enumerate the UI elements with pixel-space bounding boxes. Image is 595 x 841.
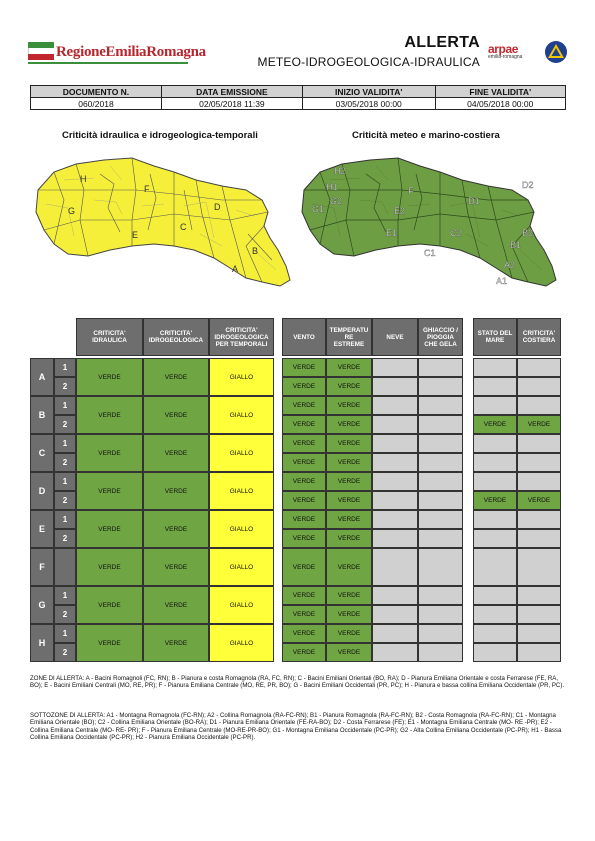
zone-b-idrogeologica: VERDE [143, 396, 209, 434]
zone-f-costiera-1 [517, 548, 561, 586]
doc-number-value: 060/2018 [31, 98, 162, 110]
zone-f-ghiaccio-1 [418, 548, 463, 586]
zone-c-ghiaccio-2 [418, 453, 463, 472]
alert-zones-note: ZONE DI ALLERTA: A - Bacini Romagnoli (FC, RN); B - Pianura e costa Romagnola (RA, FC, RN); C - Bacini Emiliani Orientali (BO, RA); D - Pianura Emiliana Orientale e costa Ferrarese (FE, RA, BO); E - Bacini Emiliani Centrali (MO, RE, PR); F - Pianura Emiliana Centrale (MO, RE, PR, BO); G - Bacini Emiliani Occidentali (PR, PC); H - Pianura e bassa collina Emiliana Occidentale (PR, PC). [30, 675, 565, 690]
zone-d-temporali: GIALLO [209, 472, 274, 510]
zone-d-temperature-1: VERDE [326, 472, 372, 491]
zone-b-ghiaccio-1 [418, 396, 463, 415]
zone-c-costiera-2 [517, 453, 561, 472]
zone-a-idraulica: VERDE [76, 358, 143, 396]
map-label-d: D [214, 202, 221, 212]
zone-g-costiera-1 [517, 586, 561, 605]
zone-h-costiera-1 [517, 624, 561, 643]
zone-b-temporali: GIALLO [209, 396, 274, 434]
map-label-a: A [232, 264, 239, 274]
zone-f-neve-1 [372, 548, 418, 586]
validity-end-value: 04/05/2018 00:00 [435, 98, 565, 110]
zone-e-vento-1: VERDE [282, 510, 326, 529]
map-label-d1: D1 [468, 196, 480, 206]
zone-g-stato-mare-1 [473, 586, 517, 605]
zone-a-stato-mare-1 [473, 358, 517, 377]
zone-h-idrogeologica: VERDE [143, 624, 209, 662]
zone-h-neve-1 [372, 624, 418, 643]
zone-e-sub-1: 1 [54, 510, 76, 529]
zone-a-sub-2: 2 [54, 377, 76, 396]
page-title: ALLERTA [404, 34, 480, 51]
zone-c-label: C [30, 434, 54, 472]
zone-f-sub-none [54, 548, 76, 586]
map-label-h: H [80, 174, 87, 184]
zone-c-neve-2 [372, 453, 418, 472]
zone-a-sub-1: 1 [54, 358, 76, 377]
map-label-e2: E2 [394, 206, 406, 216]
zone-h-idraulica: VERDE [76, 624, 143, 662]
header-neve: NEVE [372, 318, 418, 356]
zone-g-neve-2 [372, 605, 418, 624]
map-label-f: F [144, 184, 150, 194]
zone-d-vento-1: VERDE [282, 472, 326, 491]
zone-a-temperature-2: VERDE [326, 377, 372, 396]
zone-d-idrogeologica: VERDE [143, 472, 209, 510]
zone-b-vento-2: VERDE [282, 415, 326, 434]
zone-b-temperature-1: VERDE [326, 396, 372, 415]
zone-a-costiera-1 [517, 358, 561, 377]
zone-h-sub-1: 1 [54, 624, 76, 643]
zone-h-sub-2: 2 [54, 643, 76, 662]
header-ghiaccio: GHIACCIO / PIOGGIA CHE GELA [418, 318, 463, 356]
zone-b-idraulica: VERDE [76, 396, 143, 434]
zone-g-temperature-1: VERDE [326, 586, 372, 605]
zone-d-stato-mare-2: VERDE [473, 491, 517, 510]
zone-d-neve-1 [372, 472, 418, 491]
zone-c-temperature-1: VERDE [326, 434, 372, 453]
arpae-logo [488, 42, 538, 68]
zone-h-stato-mare-1 [473, 624, 517, 643]
zone-c-idraulica: VERDE [76, 434, 143, 472]
zone-f-temperature-1: VERDE [326, 548, 372, 586]
zone-e-ghiaccio-2 [418, 529, 463, 548]
zone-b-ghiaccio-2 [418, 415, 463, 434]
zone-h-temperature-1: VERDE [326, 624, 372, 643]
zone-c-sub-2: 2 [54, 453, 76, 472]
map-label-c2: C2 [450, 228, 462, 238]
alert-subzones-note: SOTTOZONE DI ALLERTA: A1 - Montagna Romagnola (FC-RN); A2 - Collina Romagnola (RA-FC-RN); B1 - Pianura Romagnola (RA-FC-RN); B2 - Costa Romagnola (RA-FC-RN); C1 - Montagna Emiliana Orientale (BO); C2 - Collina Emiliana Orientale (BO-RA); D1 - Pianura Emiliana Orientale (FE-RA-BO); D2 - Costa Ferrarese (FE); E1 - Montagna Emiliana Centrale (MO- RE -PR); E2 - Collina Emiliana Centrale (MO- RE- PR); F - Pianura Emiliana Centrale (MO-RE-PR-BO); G1 - Montagna Emiliana Occidentale (PC-PR); G2 - Alta Collina Emiliana Occidentale (PC-PR); H1 - Bassa Collina Emiliana Occidentale (PC-PR); H2 - Pianura Emiliana Occidentale (PC-PR). [30, 712, 562, 742]
zone-b-costiera-1 [517, 396, 561, 415]
regione-emilia-romagna-logo [28, 42, 206, 64]
map-label-b1: B1 [510, 240, 522, 250]
zone-c-neve-1 [372, 434, 418, 453]
map-label-e: E [132, 230, 139, 240]
hydraulic-criticality-map [24, 150, 304, 295]
zone-d-vento-2: VERDE [282, 491, 326, 510]
zone-b-sub-2: 2 [54, 415, 76, 434]
header-idraulica: CRITICITA' IDRAULICA [76, 318, 143, 356]
zone-e-neve-2 [372, 529, 418, 548]
zone-c-vento-2: VERDE [282, 453, 326, 472]
map-label-b: B [252, 246, 259, 256]
map-label-b2: B2 [522, 228, 534, 238]
validity-start-header: INIZIO VALIDITA' [302, 86, 435, 98]
zone-g-costiera-2 [517, 605, 561, 624]
zone-a-idrogeologica: VERDE [143, 358, 209, 396]
title-block [258, 34, 481, 69]
zone-g-ghiaccio-2 [418, 605, 463, 624]
header-stato-mare: STATO DEL MARE [473, 318, 517, 356]
zone-g-ghiaccio-1 [418, 586, 463, 605]
zone-h-ghiaccio-1 [418, 624, 463, 643]
zone-e-neve-1 [372, 510, 418, 529]
zone-a-temperature-1: VERDE [326, 358, 372, 377]
zone-g-idraulica: VERDE [76, 586, 143, 624]
zone-d-label: D [30, 472, 54, 510]
zone-h-vento-2: VERDE [282, 643, 326, 662]
zone-g-vento-1: VERDE [282, 586, 326, 605]
zone-h-label: H [30, 624, 54, 662]
zone-b-neve-2 [372, 415, 418, 434]
zone-g-temperature-2: VERDE [326, 605, 372, 624]
zone-g-sub-1: 1 [54, 586, 76, 605]
zone-e-idrogeologica: VERDE [143, 510, 209, 548]
header-vento: VENTO [282, 318, 326, 356]
document-info-table [30, 85, 566, 110]
zone-h-vento-1: VERDE [282, 624, 326, 643]
zone-c-temporali: GIALLO [209, 434, 274, 472]
document-info-values-row [31, 98, 566, 110]
map-label-a2: A2 [504, 260, 516, 270]
zone-e-costiera-1 [517, 510, 561, 529]
zone-a-vento-1: VERDE [282, 358, 326, 377]
zone-d-neve-2 [372, 491, 418, 510]
zone-a-label: A [30, 358, 54, 396]
zone-g-sub-2: 2 [54, 605, 76, 624]
zone-c-idrogeologica: VERDE [143, 434, 209, 472]
zone-b-stato-mare-1 [473, 396, 517, 415]
zone-b-neve-1 [372, 396, 418, 415]
zone-c-temperature-2: VERDE [326, 453, 372, 472]
zone-e-costiera-2 [517, 529, 561, 548]
map-label-f: F [408, 186, 414, 196]
zone-c-stato-mare-2 [473, 453, 517, 472]
zone-b-label: B [30, 396, 54, 434]
zone-a-ghiaccio-2 [418, 377, 463, 396]
map-label-g1: G1 [312, 204, 325, 214]
zone-d-stato-mare-1 [473, 472, 517, 491]
zone-d-costiera-2: VERDE [517, 491, 561, 510]
zone-d-ghiaccio-1 [418, 472, 463, 491]
zone-d-temperature-2: VERDE [326, 491, 372, 510]
zone-e-vento-2: VERDE [282, 529, 326, 548]
zone-a-stato-mare-2 [473, 377, 517, 396]
left-map-title: Criticità idraulica e idrogeologica-temporali [62, 130, 258, 141]
zone-d-idraulica: VERDE [76, 472, 143, 510]
page-subtitle: METEO-IDROGEOLOGICA-IDRAULICA [257, 55, 480, 69]
zone-d-ghiaccio-2 [418, 491, 463, 510]
zone-g-temporali: GIALLO [209, 586, 274, 624]
zone-e-idraulica: VERDE [76, 510, 143, 548]
zone-e-stato-mare-2 [473, 529, 517, 548]
zone-e-ghiaccio-1 [418, 510, 463, 529]
zone-h-neve-2 [372, 643, 418, 662]
document-header [28, 30, 568, 78]
zone-e-sub-2: 2 [54, 529, 76, 548]
zone-g-idrogeologica: VERDE [143, 586, 209, 624]
map-label-g: G [68, 206, 76, 216]
zone-a-neve-1 [372, 358, 418, 377]
protezione-civile-seal-icon [544, 40, 568, 64]
validity-end-header: FINE VALIDITA' [435, 86, 565, 98]
arpae-logo-subtext: emilia-romagna [488, 54, 523, 60]
map-label-g2: G2 [330, 196, 343, 206]
zone-h-temperature-2: VERDE [326, 643, 372, 662]
map-label-h2: H2 [334, 166, 346, 176]
zone-g-stato-mare-2 [473, 605, 517, 624]
flag-icon [28, 42, 54, 60]
zone-b-temperature-2: VERDE [326, 415, 372, 434]
zone-c-sub-1: 1 [54, 434, 76, 453]
zone-b-vento-1: VERDE [282, 396, 326, 415]
zone-c-stato-mare-1 [473, 434, 517, 453]
zone-d-sub-2: 2 [54, 491, 76, 510]
zone-a-temporali: GIALLO [209, 358, 274, 396]
zone-f-label: F [30, 548, 54, 586]
zone-h-stato-mare-2 [473, 643, 517, 662]
document-info-header-row [31, 86, 566, 98]
region-outline [36, 158, 290, 286]
zone-a-costiera-2 [517, 377, 561, 396]
zone-f-stato-mare-1 [473, 548, 517, 586]
doc-number-header: DOCUMENTO N. [31, 86, 162, 98]
header-costiera: CRITICITA' COSTIERA [517, 318, 561, 356]
zone-e-temporali: GIALLO [209, 510, 274, 548]
validity-start-value: 03/05/2018 00:00 [302, 98, 435, 110]
zone-g-label: G [30, 586, 54, 624]
zone-f-idraulica: VERDE [76, 548, 143, 586]
map-label-a1: A1 [496, 276, 508, 286]
zone-c-costiera-1 [517, 434, 561, 453]
arpae-logo-text: arpae [488, 42, 519, 56]
map-label-h1: H1 [326, 182, 338, 192]
zone-b-stato-mare-2: VERDE [473, 415, 517, 434]
zone-f-idrogeologica: VERDE [143, 548, 209, 586]
meteo-coastal-criticality-map [290, 150, 570, 295]
emission-date-value: 02/05/2018 11:39 [161, 98, 302, 110]
header-temperature: TEMPERATU RE ESTREME [326, 318, 372, 356]
zone-h-temporali: GIALLO [209, 624, 274, 662]
emission-date-header: DATA EMISSIONE [161, 86, 302, 98]
zone-c-ghiaccio-1 [418, 434, 463, 453]
map-label-c: C [180, 222, 187, 232]
zone-f-vento-1: VERDE [282, 548, 326, 586]
zone-a-neve-2 [372, 377, 418, 396]
map-label-c1: C1 [424, 248, 436, 258]
zone-e-label: E [30, 510, 54, 548]
header-temporali: CRITICITA' IDROGEOLOGICA PER TEMPORALI [209, 318, 274, 356]
zone-c-vento-1: VERDE [282, 434, 326, 453]
zone-g-vento-2: VERDE [282, 605, 326, 624]
map-label-d2: D2 [522, 180, 534, 190]
zone-h-costiera-2 [517, 643, 561, 662]
zone-d-costiera-1 [517, 472, 561, 491]
right-map-title: Criticità meteo e marino-costiera [352, 130, 500, 141]
zone-f-temporali: GIALLO [209, 548, 274, 586]
zone-e-temperature-2: VERDE [326, 529, 372, 548]
header-idrogeologica: CRITICITA' IDROGEOLOGICA [143, 318, 209, 356]
zone-b-sub-1: 1 [54, 396, 76, 415]
zone-h-ghiaccio-2 [418, 643, 463, 662]
zone-g-neve-1 [372, 586, 418, 605]
zone-e-stato-mare-1 [473, 510, 517, 529]
map-label-e1: E1 [386, 228, 398, 238]
zone-a-ghiaccio-1 [418, 358, 463, 377]
zone-b-costiera-2: VERDE [517, 415, 561, 434]
org-logo-text: RegioneEmiliaRomagna [56, 44, 206, 60]
zone-a-vento-2: VERDE [282, 377, 326, 396]
zone-e-temperature-1: VERDE [326, 510, 372, 529]
zone-d-sub-1: 1 [54, 472, 76, 491]
